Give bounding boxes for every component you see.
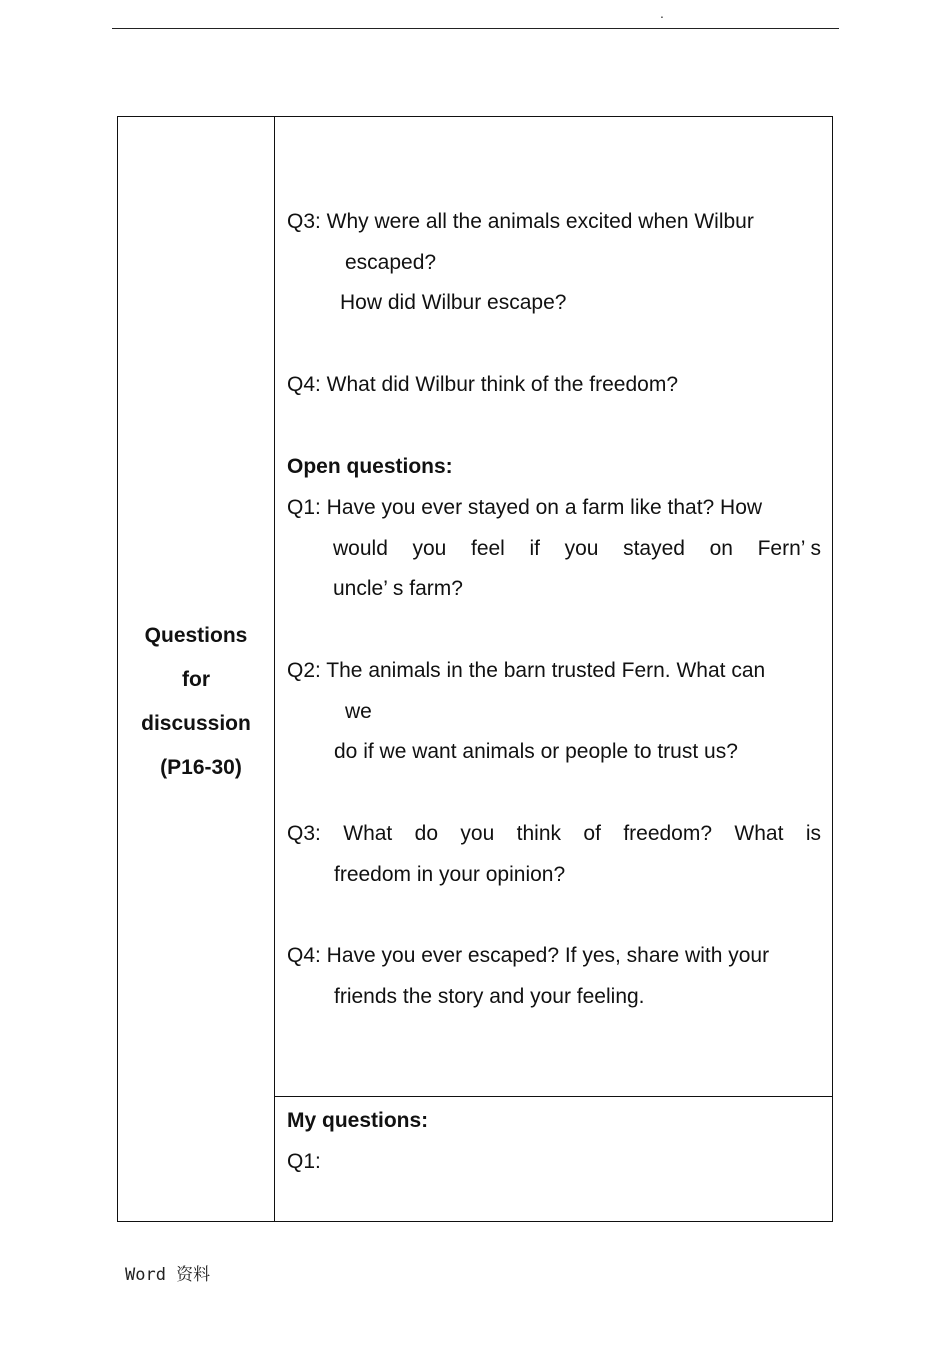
open-q3-line-1 <box>287 821 821 847</box>
open-questions-heading: Open questions: <box>287 455 453 478</box>
open-q4-line-1: Q4: Have you ever escaped? If yes, share with your <box>287 944 770 967</box>
discussion-table <box>117 116 833 1222</box>
open-q3-line-2: freedom in your opinion? <box>334 863 566 886</box>
word: do <box>414 822 439 845</box>
label-cell <box>118 117 275 1221</box>
row-label <box>118 614 274 790</box>
word: if <box>529 537 540 560</box>
q4-line-1: Q4: What did Wilbur think of the freedom? <box>287 373 679 396</box>
my-questions-cell <box>275 1097 832 1221</box>
q3-line-1: Q3: Why were all the animals excited when Wilbur <box>287 210 754 233</box>
word: you <box>564 537 599 560</box>
word: Fern’ s <box>757 537 821 560</box>
word: would <box>333 537 388 560</box>
word: What <box>343 822 393 845</box>
word: Q3: <box>287 822 321 845</box>
word: you <box>460 822 495 845</box>
q3-line-2: escaped? <box>345 251 437 274</box>
questions-cell <box>275 117 832 1097</box>
word: is <box>805 822 821 845</box>
my-question-1: Q1: <box>287 1150 321 1173</box>
open-q4-line-2: friends the story and your feeling. <box>334 985 645 1008</box>
label-line-4: (P16-30) <box>160 756 242 779</box>
word: on <box>709 537 733 560</box>
label-line-3: discussion <box>141 712 251 735</box>
my-questions-heading: My questions: <box>287 1109 429 1132</box>
open-q1-line-1: Q1: Have you ever stayed on a farm like that? How <box>287 496 763 519</box>
word: feel <box>470 537 505 560</box>
word: stayed <box>623 537 685 560</box>
word: What <box>734 822 784 845</box>
header-mark: . <box>660 5 664 21</box>
word: freedom? <box>623 822 713 845</box>
label-line-2: for <box>182 668 210 691</box>
word: of <box>583 822 601 845</box>
word: think <box>516 822 562 845</box>
open-q2-line-3: do if we want animals or people to trust us? <box>334 740 738 763</box>
footer-text: Word 资料 <box>125 1265 211 1285</box>
q3-line-3: How did Wilbur escape? <box>340 291 567 314</box>
label-line-1: Questions <box>144 624 248 647</box>
open-q1-line-2 <box>333 536 821 562</box>
header-rule <box>112 28 839 29</box>
open-q2-line-1: Q2: The animals in the barn trusted Fern. What can <box>287 659 766 682</box>
open-q1-line-3: uncle’ s farm? <box>333 577 463 600</box>
open-q2-line-2: we <box>345 700 372 723</box>
word: you <box>412 537 447 560</box>
